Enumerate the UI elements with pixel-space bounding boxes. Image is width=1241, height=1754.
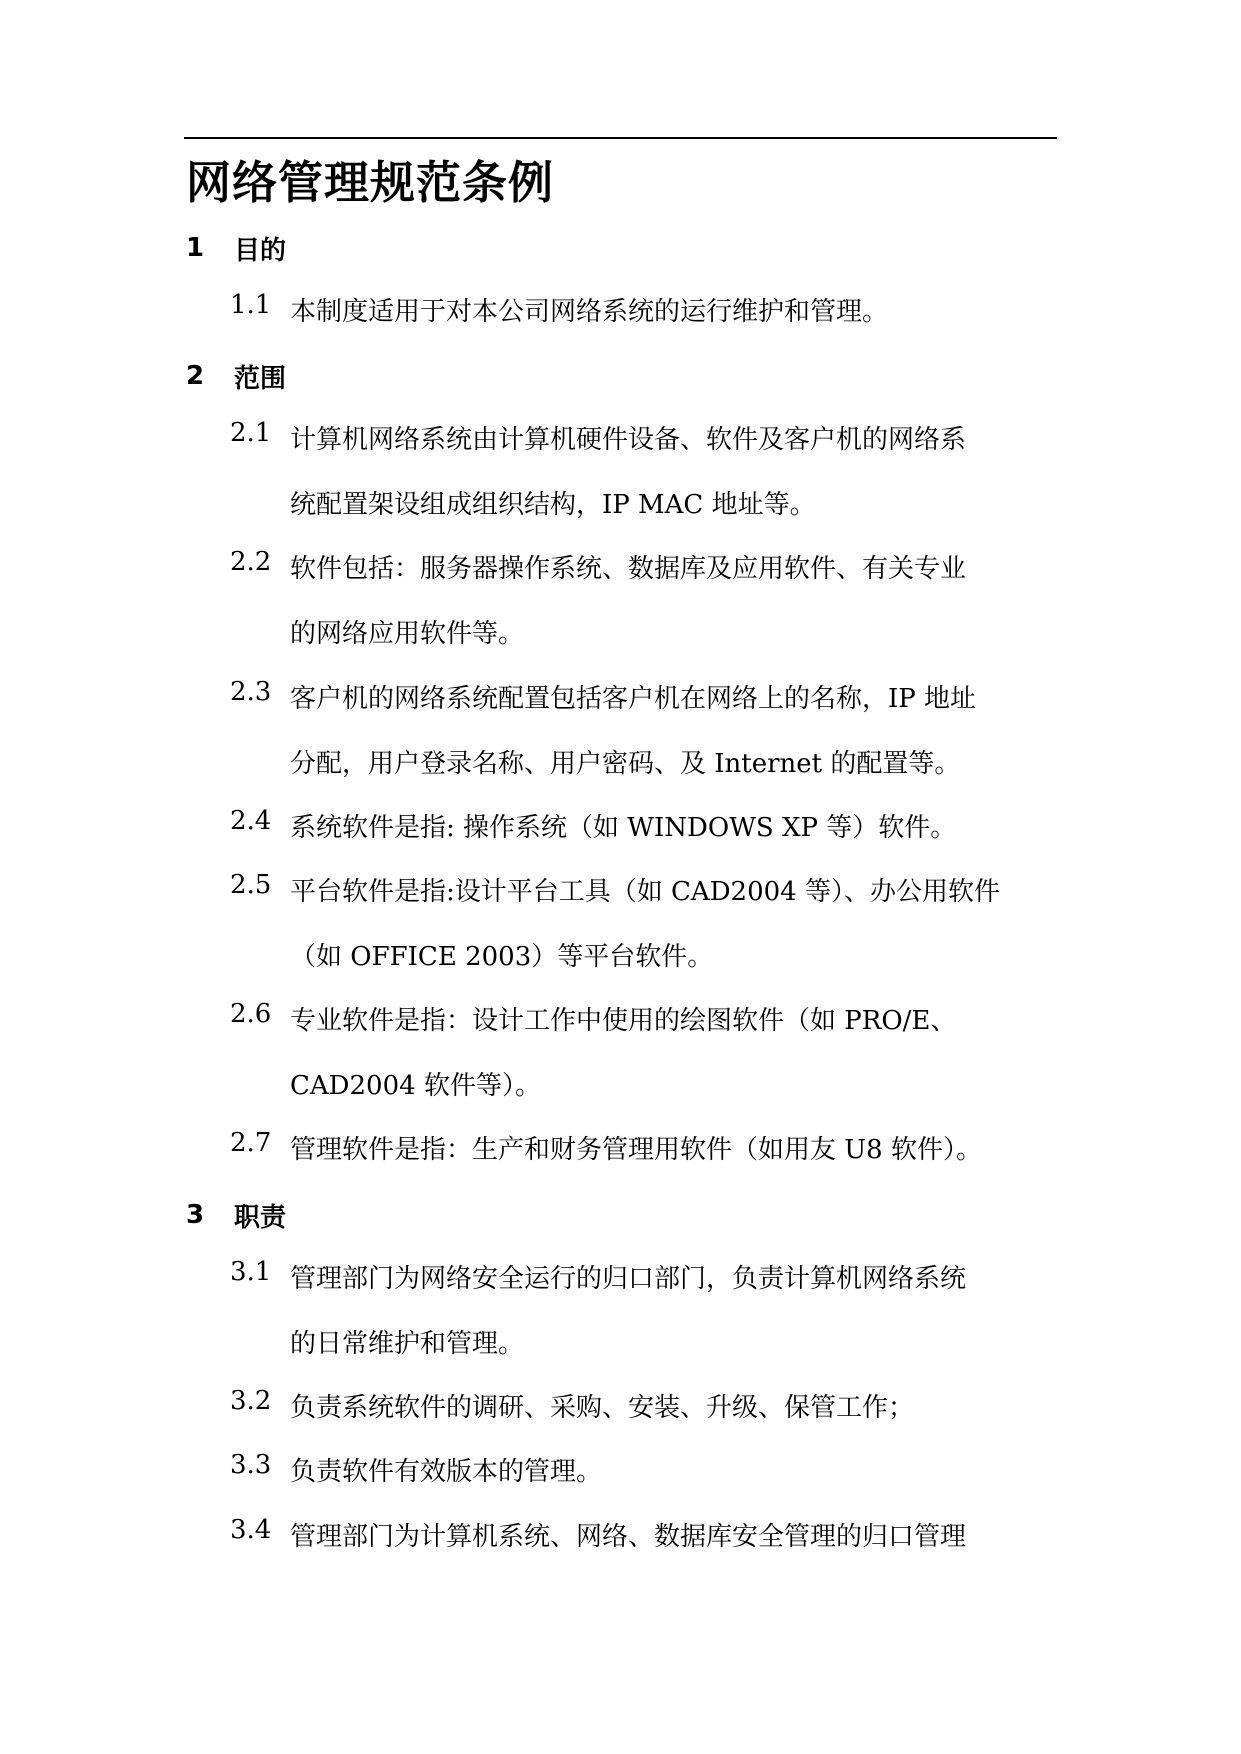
clause-item bbox=[230, 870, 1060, 979]
clause-text-line: 软件包括：服务器操作系统、数据库及应用软件、有关专业 bbox=[290, 554, 967, 584]
clause-item bbox=[230, 999, 1060, 1108]
clause-item bbox=[230, 1128, 1060, 1172]
clause-text-line: 计算机网络系统由计算机硬件设备、软件及客户机的网络系 bbox=[290, 425, 967, 455]
section-title: 范围 bbox=[234, 363, 287, 394]
clause-number: 3.2 bbox=[230, 1386, 272, 1416]
clause-item bbox=[230, 1257, 1060, 1366]
clause-text-line: 统配置架设组成组织结构，IP MAC 地址等。 bbox=[290, 490, 816, 520]
clause-number: 2.3 bbox=[230, 677, 272, 707]
clause-text-line: 管理部门为计算机系统、网络、数据库安全管理的归口管理 bbox=[290, 1522, 967, 1552]
document-title: 网络管理规范条例 bbox=[186, 156, 555, 209]
clause-number: 2.4 bbox=[230, 806, 272, 836]
clause-item bbox=[230, 1386, 1060, 1430]
clause-number: 2.7 bbox=[230, 1128, 272, 1158]
clause-item bbox=[230, 547, 1060, 656]
clause-text-line: 负责系统软件的调研、采购、安装、升级、保管工作； bbox=[290, 1393, 915, 1423]
section-number: 2 bbox=[186, 361, 205, 391]
clause-text-line: 的日常维护和管理。 bbox=[290, 1329, 525, 1359]
clause-item bbox=[230, 1450, 1060, 1494]
clause-text-line: 平台软件是指:设计平台工具（如 CAD2004 等）、办公用软件 bbox=[290, 877, 1000, 907]
clause-number: 2.5 bbox=[230, 870, 272, 900]
clause-text-line: 本制度适用于对本公司网络系统的运行维护和管理。 bbox=[290, 297, 889, 327]
clause-text-line: 分配，用户登录名称、用户密码、及 Internet 的配置等。 bbox=[290, 749, 961, 779]
section-title: 职责 bbox=[234, 1202, 287, 1233]
section-number: 3 bbox=[186, 1200, 205, 1230]
clause-number: 1.1 bbox=[230, 290, 272, 320]
section-heading bbox=[186, 354, 286, 398]
clause-text-line: 专业软件是指：设计工作中使用的绘图软件（如 PRO/E、 bbox=[290, 1006, 957, 1036]
clause-number: 2.2 bbox=[230, 547, 272, 577]
clause-number: 3.4 bbox=[230, 1515, 272, 1545]
clause-text-line: 管理软件是指：生产和财务管理用软件（如用友 U8 软件）。 bbox=[290, 1135, 982, 1165]
clause-text-line: （如 OFFICE 2003）等平台软件。 bbox=[290, 942, 714, 972]
section-heading bbox=[186, 226, 286, 270]
header-rule bbox=[184, 137, 1057, 139]
clause-item bbox=[230, 677, 1060, 786]
clause-text-line: 的网络应用软件等。 bbox=[290, 619, 525, 649]
clause-number: 3.3 bbox=[230, 1450, 272, 1480]
clause-text-line: 管理部门为网络安全运行的归口部门，负责计算机网络系统 bbox=[290, 1264, 967, 1294]
clause-number: 3.1 bbox=[230, 1257, 272, 1287]
clause-item bbox=[230, 290, 1060, 334]
clause-item bbox=[230, 418, 1060, 527]
clause-text-line: 负责软件有效版本的管理。 bbox=[290, 1457, 603, 1487]
clause-number: 2.1 bbox=[230, 418, 272, 448]
clause-text-line: 客户机的网络系统配置包括客户机在网络上的名称，IP 地址 bbox=[290, 684, 977, 714]
clause-item bbox=[230, 806, 1060, 850]
clause-number: 2.6 bbox=[230, 999, 272, 1029]
clause-text-line: CAD2004 软件等）。 bbox=[290, 1071, 541, 1101]
clause-item bbox=[230, 1515, 1060, 1559]
clause-text-line: 系统软件是指: 操作系统（如 WINDOWS XP 等）软件。 bbox=[290, 813, 957, 843]
section-title: 目的 bbox=[234, 235, 287, 266]
section-number: 1 bbox=[186, 233, 205, 263]
section-heading bbox=[186, 1193, 286, 1237]
